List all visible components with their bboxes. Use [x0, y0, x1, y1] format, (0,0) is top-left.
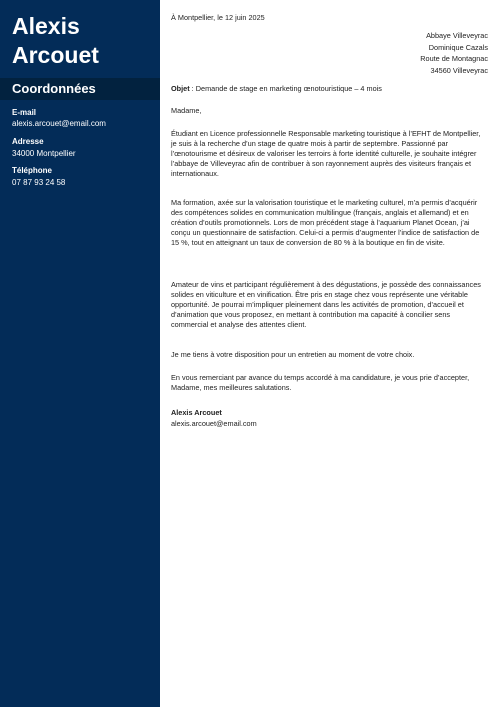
signature-name: Alexis Arcouet [171, 408, 222, 417]
recipient-line: Route de Montagnac [420, 54, 488, 64]
letter-date: À Montpellier, le 12 juin 2025 [171, 13, 265, 22]
sidebar [0, 0, 160, 707]
paragraph-availability: Je me tiens à votre disposition pour un entretien au moment de votre choix. [171, 350, 415, 359]
email-label: E-mail [12, 108, 37, 117]
recipient-line: 34560 Villeveyrac [430, 66, 488, 76]
recipient-address [420, 31, 488, 78]
address-label: Adresse [12, 137, 44, 146]
letter-subject [171, 84, 382, 94]
subject-text: : Demande de stage en marketing œnotouristique – 4 mois [189, 84, 382, 93]
applicant-first-name: Alexis [12, 13, 80, 39]
address-value: 34000 Montpellier [12, 149, 76, 158]
signature-email[interactable]: alexis.arcouet@email.com [171, 419, 257, 428]
paragraph-closing: En vous remerciant par avance du temps accordé à ma candidature, je vous prie d’accepter, Madame, mes meilleures salutations. [171, 373, 470, 392]
paragraph-motivation: Amateur de vins et participant régulièrement à des dégustations, je possède des connaissances solides en viticulture et en vinification. Être pris en stage chez vous représente une véritable opportunité. Je pourrai m’impliquer pleinement dans les activités de promotion, d’accueil et d’animation que vous proposez, en mettant à contribution ma capacité à concilier sens commercial et analyse des attentes client. [171, 280, 481, 329]
email-value[interactable]: alexis.arcouet@email.com [12, 119, 106, 128]
paragraph-intro: Étudiant en Licence professionnelle Responsable marketing touristique à l’EFHT de Montpellier, je suis à la recherche d’un stage de quatre mois à partir de septembre. Passionné par l’œnotourisme et désireux de valoriser les terroirs à forte identité culturelle, je souhaite intégrer l’abbaye de Villeveyrac afin de contribuer à son rayonnement auprès des visiteurs français et internationaux. [171, 129, 481, 178]
phone-label: Téléphone [12, 166, 53, 175]
applicant-last-name: Arcouet [12, 42, 99, 68]
applicant-name [12, 12, 99, 70]
letter-body [171, 0, 488, 707]
salutation: Madame, [171, 106, 202, 115]
recipient-line: Dominique Cazals [428, 42, 488, 52]
phone-value[interactable]: 07 87 93 24 58 [12, 178, 66, 187]
recipient-line: Abbaye Villeveyrac [426, 31, 488, 40]
subject-label: Objet [171, 84, 190, 93]
paragraph-formation: Ma formation, axée sur la valorisation touristique et le marketing culturel, m’a permis d’acquérir des compétences solides en communication multilingue (français, anglais et allemand) et en création d’outils promotionnels. Lors de mon précédent stage à l’aquarium Planet Ocean, j’ai conçu un questionnaire de satisfaction. Celui-ci a permis d’augmenter l’indice de satisfaction de 15 %, tout en atteignant un taux de conversion de 80 % à la boutique en fin de visite. [171, 198, 480, 247]
contact-section-title: Coordonnées [12, 81, 96, 96]
